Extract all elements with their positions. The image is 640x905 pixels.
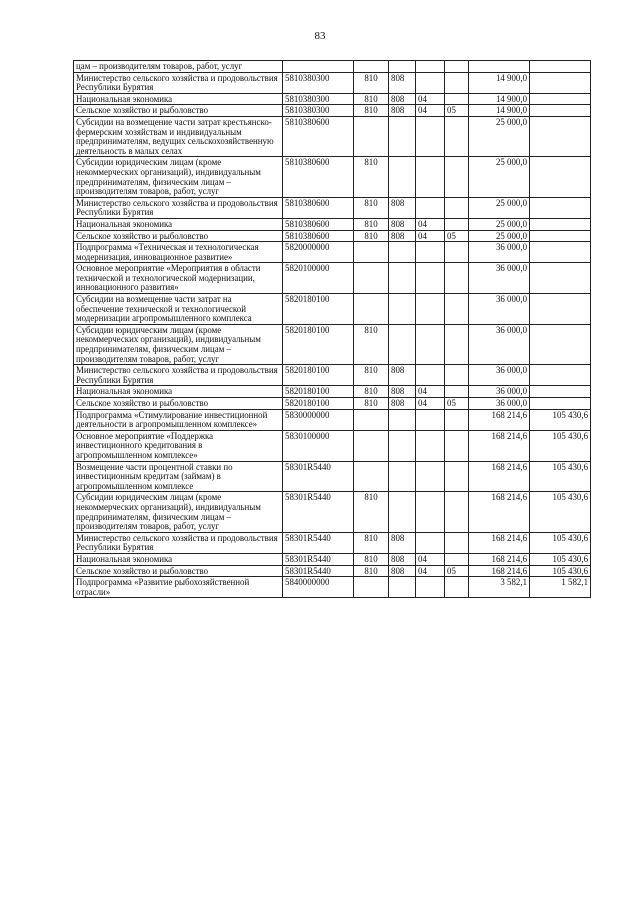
table-row bbox=[74, 197, 591, 218]
ministry-code-cell bbox=[354, 116, 389, 156]
amount-cell: 168 214,6 bbox=[469, 492, 530, 532]
ministry-code-cell: 810 bbox=[354, 532, 389, 553]
amount-cell: 14 900,0 bbox=[469, 72, 530, 93]
target-code-cell: 58301R5440 bbox=[283, 461, 354, 492]
item-name-cell: Возмещение части процентной ставки по инвестиционным кредитам (займам) в агропромышленном комплексе bbox=[74, 461, 283, 492]
target-code-cell: 5840000000 bbox=[283, 577, 354, 598]
table-row bbox=[74, 324, 591, 364]
amount-cell: 25 000,0 bbox=[469, 157, 530, 197]
item-name-cell: Основное мероприятие «Мероприятия в области технической и технологической модернизации, инновационного развития» bbox=[74, 263, 283, 294]
subsection-code-cell: 04 bbox=[416, 565, 445, 577]
target-code-cell: 5820000000 bbox=[283, 242, 354, 263]
ministry-code-cell: 810 bbox=[354, 72, 389, 93]
target-code-cell: 5810380600 bbox=[283, 230, 354, 242]
ministry-code-cell bbox=[354, 263, 389, 294]
subsection-code-cell: 04 bbox=[416, 398, 445, 410]
amount-cell: 168 214,6 bbox=[469, 430, 530, 461]
amount-cell: 168 214,6 bbox=[469, 461, 530, 492]
subsection-code-cell: 04 bbox=[416, 230, 445, 242]
amount-federal-cell: 105 430,6 bbox=[530, 430, 591, 461]
subsection-code-cell bbox=[416, 409, 445, 430]
item-name-cell: Сельское хозяйство и рыболовство bbox=[74, 105, 283, 117]
subsection-code-cell bbox=[416, 61, 445, 73]
amount-cell: 168 214,6 bbox=[469, 532, 530, 553]
subsection-code-cell bbox=[416, 461, 445, 492]
item-name-cell: Подпрограмма «Развитие рыбохозяйственной отрасли» bbox=[74, 577, 283, 598]
amount-federal-cell: 105 430,6 bbox=[530, 461, 591, 492]
subsection-code-cell bbox=[416, 324, 445, 364]
ministry-code-cell bbox=[354, 461, 389, 492]
ministry-code-cell bbox=[354, 409, 389, 430]
section-code-cell bbox=[389, 409, 416, 430]
amount-federal-cell bbox=[530, 93, 591, 105]
table-row bbox=[74, 492, 591, 532]
subsection-code-cell: 04 bbox=[416, 386, 445, 398]
target-code-cell: 5820180100 bbox=[283, 386, 354, 398]
target-code-cell: 58301R5440 bbox=[283, 532, 354, 553]
item-name-cell: Сельское хозяйство и рыболовство bbox=[74, 398, 283, 410]
item-name-cell: Национальная экономика bbox=[74, 386, 283, 398]
amount-cell: 14 900,0 bbox=[469, 93, 530, 105]
table-row bbox=[74, 430, 591, 461]
item-name-cell: Субсидии на возмещение части затрат на обеспечение технической и технологической модернизации агропромышленного комплекса bbox=[74, 294, 283, 325]
section-code-cell: 808 bbox=[389, 386, 416, 398]
amount-cell: 25 000,0 bbox=[469, 197, 530, 218]
amount-federal-cell: 105 430,6 bbox=[530, 532, 591, 553]
target-code-cell: 5820100000 bbox=[283, 263, 354, 294]
target-code-cell bbox=[283, 61, 354, 73]
section-code-cell bbox=[389, 461, 416, 492]
expense-type-cell bbox=[445, 242, 469, 263]
ministry-code-cell: 810 bbox=[354, 565, 389, 577]
target-code-cell: 5820180100 bbox=[283, 365, 354, 386]
expense-type-cell bbox=[445, 577, 469, 598]
amount-cell: 36 000,0 bbox=[469, 263, 530, 294]
amount-federal-cell: 105 430,6 bbox=[530, 409, 591, 430]
expense-type-cell bbox=[445, 61, 469, 73]
ministry-code-cell bbox=[354, 294, 389, 325]
amount-federal-cell: 105 430,6 bbox=[530, 553, 591, 565]
table-row bbox=[74, 461, 591, 492]
section-code-cell bbox=[389, 324, 416, 364]
target-code-cell: 5810380300 bbox=[283, 105, 354, 117]
ministry-code-cell: 810 bbox=[354, 105, 389, 117]
ministry-code-cell: 810 bbox=[354, 157, 389, 197]
target-code-cell: 5810380300 bbox=[283, 72, 354, 93]
table-row bbox=[74, 116, 591, 156]
expense-type-cell bbox=[445, 409, 469, 430]
amount-federal-cell bbox=[530, 157, 591, 197]
ministry-code-cell: 810 bbox=[354, 365, 389, 386]
ministry-code-cell: 810 bbox=[354, 93, 389, 105]
amount-federal-cell bbox=[530, 386, 591, 398]
amount-federal-cell bbox=[530, 398, 591, 410]
item-name-cell: Сельское хозяйство и рыболовство bbox=[74, 565, 283, 577]
ministry-code-cell: 810 bbox=[354, 553, 389, 565]
table-row bbox=[74, 577, 591, 598]
expense-type-cell bbox=[445, 365, 469, 386]
table-row bbox=[74, 263, 591, 294]
section-code-cell bbox=[389, 116, 416, 156]
item-name-cell: Министерство сельского хозяйства и продовольствия Республики Бурятия bbox=[74, 365, 283, 386]
section-code-cell: 808 bbox=[389, 365, 416, 386]
item-name-cell: Субсидии юридическим лицам (кроме некоммерческих организаций), индивидуальным предпринимателям, физическим лицам – производителям товаров, работ, услуг bbox=[74, 492, 283, 532]
subsection-code-cell bbox=[416, 242, 445, 263]
section-code-cell: 808 bbox=[389, 197, 416, 218]
amount-cell: 168 214,6 bbox=[469, 565, 530, 577]
ministry-code-cell bbox=[354, 577, 389, 598]
amount-cell: 36 000,0 bbox=[469, 365, 530, 386]
amount-cell: 25 000,0 bbox=[469, 116, 530, 156]
ministry-code-cell: 810 bbox=[354, 197, 389, 218]
page-number: 83 bbox=[314, 30, 326, 42]
expense-type-cell bbox=[445, 157, 469, 197]
subsection-code-cell bbox=[416, 532, 445, 553]
item-name-cell: Национальная экономика bbox=[74, 93, 283, 105]
amount-federal-cell bbox=[530, 197, 591, 218]
expense-type-cell bbox=[445, 492, 469, 532]
ministry-code-cell: 810 bbox=[354, 218, 389, 230]
table-row bbox=[74, 157, 591, 197]
target-code-cell: 5810380600 bbox=[283, 197, 354, 218]
expense-type-cell bbox=[445, 532, 469, 553]
subsection-code-cell bbox=[416, 294, 445, 325]
amount-cell bbox=[469, 61, 530, 73]
expense-type-cell bbox=[445, 553, 469, 565]
item-name-cell: цам – производителям товаров, работ, услуг bbox=[74, 61, 283, 73]
ministry-code-cell: 810 bbox=[354, 386, 389, 398]
subsection-code-cell: 04 bbox=[416, 218, 445, 230]
item-name-cell: Субсидии юридическим лицам (кроме некоммерческих организаций), индивидуальным предпринимателям, физическим лицам – производителям товаров, работ, услуг bbox=[74, 324, 283, 364]
amount-cell: 168 214,6 bbox=[469, 409, 530, 430]
section-code-cell bbox=[389, 242, 416, 263]
target-code-cell: 5810380600 bbox=[283, 157, 354, 197]
amount-federal-cell: 105 430,6 bbox=[530, 565, 591, 577]
amount-federal-cell: 1 582,1 bbox=[530, 577, 591, 598]
expense-type-cell bbox=[445, 218, 469, 230]
section-code-cell: 808 bbox=[389, 72, 416, 93]
amount-federal-cell bbox=[530, 263, 591, 294]
section-code-cell: 808 bbox=[389, 553, 416, 565]
ministry-code-cell bbox=[354, 430, 389, 461]
item-name-cell: Субсидии юридическим лицам (кроме некоммерческих организаций), индивидуальным предпринимателям, физическим лицам – производителям товаров, работ, услуг bbox=[74, 157, 283, 197]
target-code-cell: 5820180100 bbox=[283, 398, 354, 410]
target-code-cell: 58301R5440 bbox=[283, 565, 354, 577]
section-code-cell bbox=[389, 430, 416, 461]
item-name-cell: Министерство сельского хозяйства и продовольствия Республики Бурятия bbox=[74, 197, 283, 218]
subsection-code-cell bbox=[416, 263, 445, 294]
section-code-cell: 808 bbox=[389, 565, 416, 577]
expense-type-cell bbox=[445, 72, 469, 93]
section-code-cell: 808 bbox=[389, 218, 416, 230]
expense-type-cell bbox=[445, 324, 469, 364]
expense-type-cell bbox=[445, 197, 469, 218]
section-code-cell bbox=[389, 157, 416, 197]
target-code-cell: 5810380300 bbox=[283, 93, 354, 105]
item-name-cell: Основное мероприятие «Поддержка инвестиционного кредитования в агропромышленном комплексе» bbox=[74, 430, 283, 461]
table-row bbox=[74, 294, 591, 325]
section-code-cell: 808 bbox=[389, 532, 416, 553]
amount-cell: 14 900,0 bbox=[469, 105, 530, 117]
table-row bbox=[74, 532, 591, 553]
amount-federal-cell bbox=[530, 116, 591, 156]
expense-type-cell: 05 bbox=[445, 105, 469, 117]
expense-type-cell bbox=[445, 116, 469, 156]
table-row bbox=[74, 409, 591, 430]
subsection-code-cell bbox=[416, 157, 445, 197]
subsection-code-cell bbox=[416, 577, 445, 598]
table-row bbox=[74, 218, 591, 230]
section-code-cell bbox=[389, 577, 416, 598]
budget-table-body bbox=[74, 61, 591, 598]
amount-federal-cell bbox=[530, 218, 591, 230]
section-code-cell: 808 bbox=[389, 230, 416, 242]
target-code-cell: 58301R5440 bbox=[283, 492, 354, 532]
table-row bbox=[74, 398, 591, 410]
amount-cell: 3 582,1 bbox=[469, 577, 530, 598]
ministry-code-cell: 810 bbox=[354, 492, 389, 532]
section-code-cell bbox=[389, 61, 416, 73]
amount-cell: 25 000,0 bbox=[469, 218, 530, 230]
amount-federal-cell bbox=[530, 61, 591, 73]
ministry-code-cell: 810 bbox=[354, 324, 389, 364]
table-row bbox=[74, 230, 591, 242]
subsection-code-cell bbox=[416, 197, 445, 218]
target-code-cell: 5810380600 bbox=[283, 116, 354, 156]
amount-cell: 36 000,0 bbox=[469, 242, 530, 263]
expense-type-cell bbox=[445, 263, 469, 294]
amount-cell: 36 000,0 bbox=[469, 386, 530, 398]
amount-federal-cell: 105 430,6 bbox=[530, 492, 591, 532]
subsection-code-cell bbox=[416, 492, 445, 532]
amount-federal-cell bbox=[530, 242, 591, 263]
table-row bbox=[74, 565, 591, 577]
ministry-code-cell: 810 bbox=[354, 230, 389, 242]
target-code-cell: 5820180100 bbox=[283, 294, 354, 325]
subsection-code-cell: 04 bbox=[416, 553, 445, 565]
amount-cell: 36 000,0 bbox=[469, 294, 530, 325]
amount-federal-cell bbox=[530, 230, 591, 242]
budget-table bbox=[73, 60, 591, 598]
item-name-cell: Министерство сельского хозяйства и продовольствия Республики Бурятия bbox=[74, 532, 283, 553]
table-row bbox=[74, 242, 591, 263]
amount-federal-cell bbox=[530, 105, 591, 117]
item-name-cell: Субсидии на возмещение части затрат крестьянско-фермерским хозяйствам и индивидуальным предпринимателям, ведущих сельскохозяйственную деятельность в малых селах bbox=[74, 116, 283, 156]
target-code-cell: 5820180100 bbox=[283, 324, 354, 364]
item-name-cell: Сельское хозяйство и рыболовство bbox=[74, 230, 283, 242]
item-name-cell: Национальная экономика bbox=[74, 218, 283, 230]
expense-type-cell: 05 bbox=[445, 230, 469, 242]
ministry-code-cell bbox=[354, 242, 389, 263]
table-row bbox=[74, 386, 591, 398]
expense-type-cell bbox=[445, 294, 469, 325]
table-row bbox=[74, 72, 591, 93]
table-row bbox=[74, 61, 591, 73]
target-code-cell: 5830000000 bbox=[283, 409, 354, 430]
subsection-code-cell bbox=[416, 365, 445, 386]
section-code-cell bbox=[389, 294, 416, 325]
amount-cell: 168 214,6 bbox=[469, 553, 530, 565]
table-row bbox=[74, 365, 591, 386]
subsection-code-cell: 04 bbox=[416, 93, 445, 105]
subsection-code-cell: 04 bbox=[416, 105, 445, 117]
expense-type-cell: 05 bbox=[445, 398, 469, 410]
item-name-cell: Национальная экономика bbox=[74, 553, 283, 565]
amount-cell: 25 000,0 bbox=[469, 230, 530, 242]
expense-type-cell bbox=[445, 461, 469, 492]
target-code-cell: 5810380600 bbox=[283, 218, 354, 230]
subsection-code-cell bbox=[416, 430, 445, 461]
amount-cell: 36 000,0 bbox=[469, 324, 530, 364]
table-row bbox=[74, 93, 591, 105]
section-code-cell: 808 bbox=[389, 93, 416, 105]
target-code-cell: 58301R5440 bbox=[283, 553, 354, 565]
item-name-cell: Подпрограмма «Стимулирование инвестиционной деятельности в агропромышленном комплексе» bbox=[74, 409, 283, 430]
amount-federal-cell bbox=[530, 365, 591, 386]
ministry-code-cell: 810 bbox=[354, 398, 389, 410]
amount-federal-cell bbox=[530, 294, 591, 325]
section-code-cell: 808 bbox=[389, 398, 416, 410]
amount-cell: 36 000,0 bbox=[469, 398, 530, 410]
subsection-code-cell bbox=[416, 116, 445, 156]
expense-type-cell: 05 bbox=[445, 565, 469, 577]
item-name-cell: Министерство сельского хозяйства и продовольствия Республики Бурятия bbox=[74, 72, 283, 93]
ministry-code-cell bbox=[354, 61, 389, 73]
table-row bbox=[74, 105, 591, 117]
expense-type-cell bbox=[445, 430, 469, 461]
amount-federal-cell bbox=[530, 72, 591, 93]
expense-type-cell bbox=[445, 386, 469, 398]
amount-federal-cell bbox=[530, 324, 591, 364]
expense-type-cell bbox=[445, 93, 469, 105]
section-code-cell bbox=[389, 263, 416, 294]
section-code-cell bbox=[389, 492, 416, 532]
table-row bbox=[74, 553, 591, 565]
subsection-code-cell bbox=[416, 72, 445, 93]
target-code-cell: 5830100000 bbox=[283, 430, 354, 461]
item-name-cell: Подпрограмма «Техническая и технологическая модернизация, инновационное развитие» bbox=[74, 242, 283, 263]
section-code-cell: 808 bbox=[389, 105, 416, 117]
